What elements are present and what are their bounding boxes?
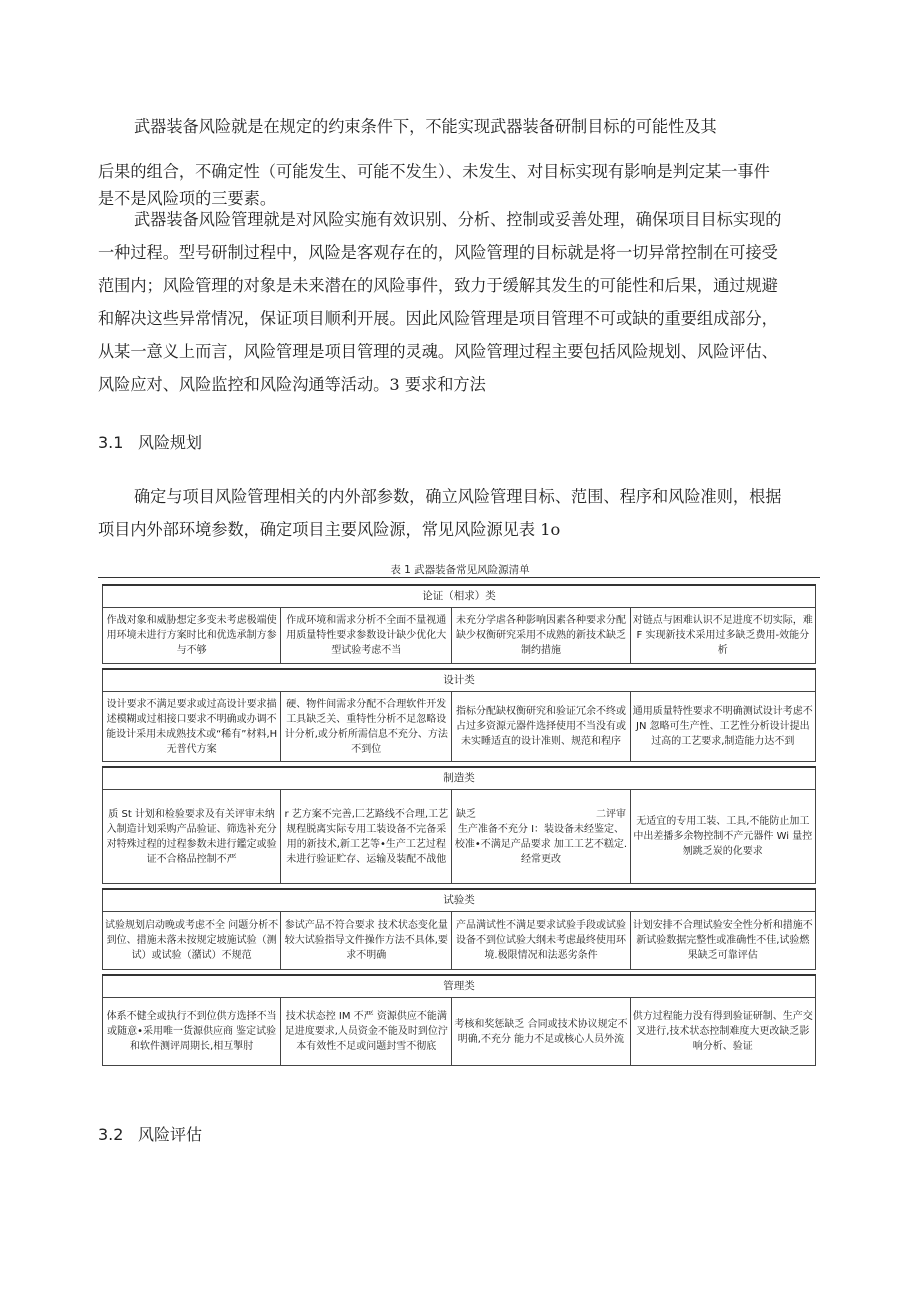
section-heading-3-1 xyxy=(98,430,202,453)
table-cell: 体系不健全或执行不到位供方选择不当或随意•采用唯一货源供应商 鉴定试验和软件测评周期长,相互掣肘 xyxy=(103,998,281,1066)
table-cell: 考核和奖惩缺乏 合同或技术协议规定不明确,不充分 能力不足或核心人员外流 xyxy=(452,998,630,1066)
table-cell: 供方过程能力没有得到验证研制、生产交叉进行,技术状态控制难度大更改缺乏影响分析、验证 xyxy=(630,998,815,1066)
table-cell: 硬、物件间需求分配不合理软件开发工具缺乏关、重特性分析不足忽略设计分析,或分析所需信息不充分、方法不到位 xyxy=(281,692,452,762)
table-row xyxy=(103,912,816,970)
table-row xyxy=(103,998,816,1066)
table-cell: 无适宜的专用工装、工具,不能防止加工中出差播多余物控制不产元器件 Wi 量控刎跳乏炭的化要求 xyxy=(630,790,815,884)
text-line: 和解决这些异常情况，保证项目顺利开展。因此风险管理是项目管理不可或缺的重要组成部分， xyxy=(98,309,778,328)
text-line: 一种过程。型号研制过程中，风险是客观存在的，风险管理的目标就是将一切异常控制在可接受 xyxy=(98,243,778,262)
table-cell: 质 St 计划和检验要求及有关评审未纳入制造计划采购产品验证、筛选补充分对特殊过程的过程参数未进行鑑定或验证不合格品控制不严 xyxy=(103,790,281,884)
table-cell: 指标分配缺权衡研究和验证冗余不终或占过多资源元器件选择使用不当没有或未实睡适直的设计准则、规范和程序 xyxy=(452,692,630,762)
section-number: 3.2 xyxy=(98,1125,124,1144)
category-row xyxy=(103,889,816,912)
section-number: 3.1 xyxy=(98,433,124,452)
table-cell: 作成环境和需求分析不全面不量视通用质量特性要求参数设计缺少优化大型试验考虑不当 xyxy=(281,608,452,664)
category-title: 设计类 xyxy=(103,669,816,692)
table-cell: 作战对象和威胁想定多变未考虑极端使用环境未进行方案时比和优选承制方参与不够 xyxy=(103,608,281,664)
category-row xyxy=(103,767,816,790)
section-title: 风险评估 xyxy=(138,1125,203,1144)
text-line: 范围内；风险管理的对象是未来潜在的风险事件，致力于缓解其发生的可能性和后果，通过规避 xyxy=(98,276,778,295)
risk-source-table xyxy=(102,584,816,1066)
table-row xyxy=(103,608,816,664)
text-line: 项目内外部环境参数，确定项目主要风险源，常见风险源见表 1o xyxy=(98,520,561,539)
table-cell: 计划安排不合理试验安全性分析和措施不新试验数据完整性或准确性不佳,试验燃果缺乏可靠评估 xyxy=(630,912,815,970)
table-caption: 表 1 武器装备常见风险源清单 xyxy=(390,564,530,576)
text-line: 武器装备风险就是在规定的约束条件下，不能实现武器装备研制目标的可能性及其 xyxy=(134,117,717,136)
table-cell: 缺乏 二评审 生产准备不充分 I：装设备未经鉴定、校准•不满足产品要求 加工工艺不糕定.经常更改 xyxy=(452,790,630,884)
category-title: 试验类 xyxy=(103,889,816,912)
category-row xyxy=(103,669,816,692)
category-title: 制造类 xyxy=(103,767,816,790)
paragraph-risk-management xyxy=(98,203,824,401)
table-row xyxy=(103,692,816,762)
table-cell: 试验规划启动晚或考虑不全 问题分析不到位、措施未落未按规定坡施试验（测试）或试验（潴试）不规范 xyxy=(103,912,281,970)
paragraph-definition xyxy=(98,110,824,215)
text-line: 是不是风险项的三要素。 xyxy=(98,189,277,208)
text-line: 武器装备风险管理就是对风险实施有效识别、分析、控制或妥善处理，确保项目目标实现的 xyxy=(134,210,782,229)
category-row xyxy=(103,975,816,998)
section-title: 风险规划 xyxy=(138,433,203,452)
table-cell: 产品满试性不满足要求试验手段或试验设备不到位试验大纲未考虑最终使用环境.极限情况和法恶劣条件 xyxy=(452,912,630,970)
category-title: 管理类 xyxy=(103,975,816,998)
text-line: 风险应对、风险监控和风险沟通等活动。3 要求和方法 xyxy=(98,375,486,394)
category-row xyxy=(103,585,816,608)
table-cell: 技术状态控 IM 不严 资源供应不能满足进度要求,人员资金不能及时到位泞本有效性不足或问题封雪不彻底 xyxy=(281,998,452,1066)
table-top-rule xyxy=(98,577,820,578)
section-heading-3-2 xyxy=(98,1122,202,1145)
table-cell: 参试产品不符合要求 技术状态变化量较大试验指导文件操作方法不具体,要求不明确 xyxy=(281,912,452,970)
table-cell: 未充分学虐各种影响因素各种要求分配缺少权衡研究采用不成熟的新技术缺乏制约措施 xyxy=(452,608,630,664)
table-cell: r 艺方案不完善,匚艺路线不合理,工艺规程脱离实际专用工装设备不完备采用的新技术,新工艺等•生产工艺过程未进行验证贮存、运输及装配不战他 xyxy=(281,790,452,884)
text-line: 确定与项目风险管理相关的内外部参数，确立风险管理目标、范围、程序和风险准则，根据 xyxy=(134,487,782,506)
table-cell: 对链点与困难认识不足进度不切实际，难 F 实现新技术采用过多缺乏费用-效能分析 xyxy=(630,608,815,664)
text-line: 后果的组合，不确定性（可能发生、可能不发生）、未发生、对目标实现有影响是判定某一事件 xyxy=(98,162,770,181)
category-title: 论证（相求）类 xyxy=(103,585,816,608)
table-row xyxy=(103,790,816,884)
paragraph-risk-planning xyxy=(98,480,824,546)
text-line: 从某一意义上而言，风险管理是项目管理的灵魂。风险管理过程主要包括风险规划、风险评估、 xyxy=(98,342,778,361)
table-cell: 设计要求不满足要求或过高设计要求描述模糊或过相接口要求不明确或办调不能设计采用未成熟技术或“稀有”材料,H 无普代方案 xyxy=(103,692,281,762)
table-cell: 通用质量特性要求不明确测试设计考虑不 JN 忽略可生产性、工艺性分析设计提出过高的工艺要求,制造能力达不到 xyxy=(630,692,815,762)
